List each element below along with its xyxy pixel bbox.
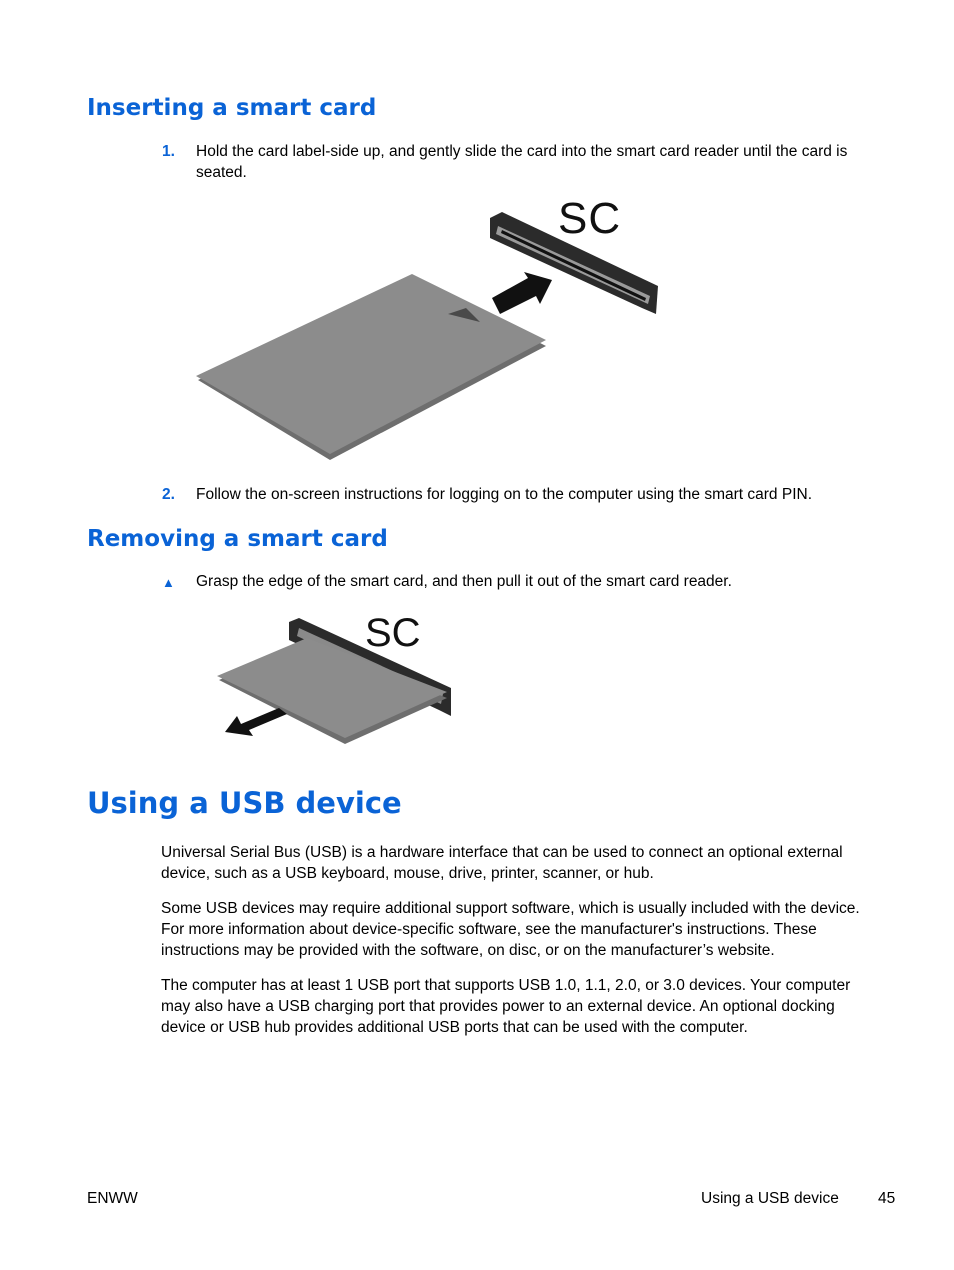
heading-inserting-smart-card: Inserting a smart card xyxy=(87,95,377,121)
arrow-insert-icon xyxy=(492,272,552,314)
insert-smart-card-illustration xyxy=(190,190,670,470)
step-1-text: Hold the card label-side up, and gently slide the card into the smart card reader until the card is seated. xyxy=(196,143,848,181)
reader-label-sc: SC xyxy=(365,611,421,655)
usb-paragraph-1: Universal Serial Bus (USB) is a hardware interface that can be used to connect an optional external device, such as a USB keyboard, mouse, drive, printer, scanner, or hub. xyxy=(161,844,843,882)
step-1 xyxy=(162,141,882,183)
step-2-text: Follow the on-screen instructions for logging on to the computer using the smart card PIN. xyxy=(196,486,812,503)
bullet-step xyxy=(162,571,882,592)
step-2-number: 2. xyxy=(162,486,175,503)
bullet-step-text: Grasp the edge of the smart card, and then pull it out of the smart card reader. xyxy=(196,573,732,590)
remove-smart-card-illustration xyxy=(215,604,465,750)
usb-paragraph-3: The computer has at least 1 USB port that supports USB 1.0, 1.1, 2.0, or 3.0 devices. Your computer may also have a USB charging port that provides power to an external device. An optional docking device or USB hub provides additional USB ports that can be used with the computer. xyxy=(161,977,851,1036)
reader-label-sc: SC xyxy=(558,194,622,243)
usb-paragraph-2: Some USB devices may require additional support software, which is usually included with the device. For more information about device-specific software, see the manufacturer's instructions. These instructions may be provided with the software, on disc, or on the manufacturer’s website. xyxy=(161,900,860,959)
smart-card xyxy=(196,274,546,460)
footer-section-title: Using a USB device xyxy=(701,1190,839,1207)
heading-using-usb-device: Using a USB device xyxy=(87,786,402,820)
footer-enww: ENWW xyxy=(87,1190,138,1207)
step-2 xyxy=(162,484,882,505)
heading-removing-smart-card: Removing a smart card xyxy=(87,526,388,552)
arrow-remove-icon xyxy=(225,708,287,736)
page-number: 45 xyxy=(878,1190,896,1207)
triangle-bullet-icon: ▲ xyxy=(162,575,175,590)
step-1-number: 1. xyxy=(162,143,175,160)
